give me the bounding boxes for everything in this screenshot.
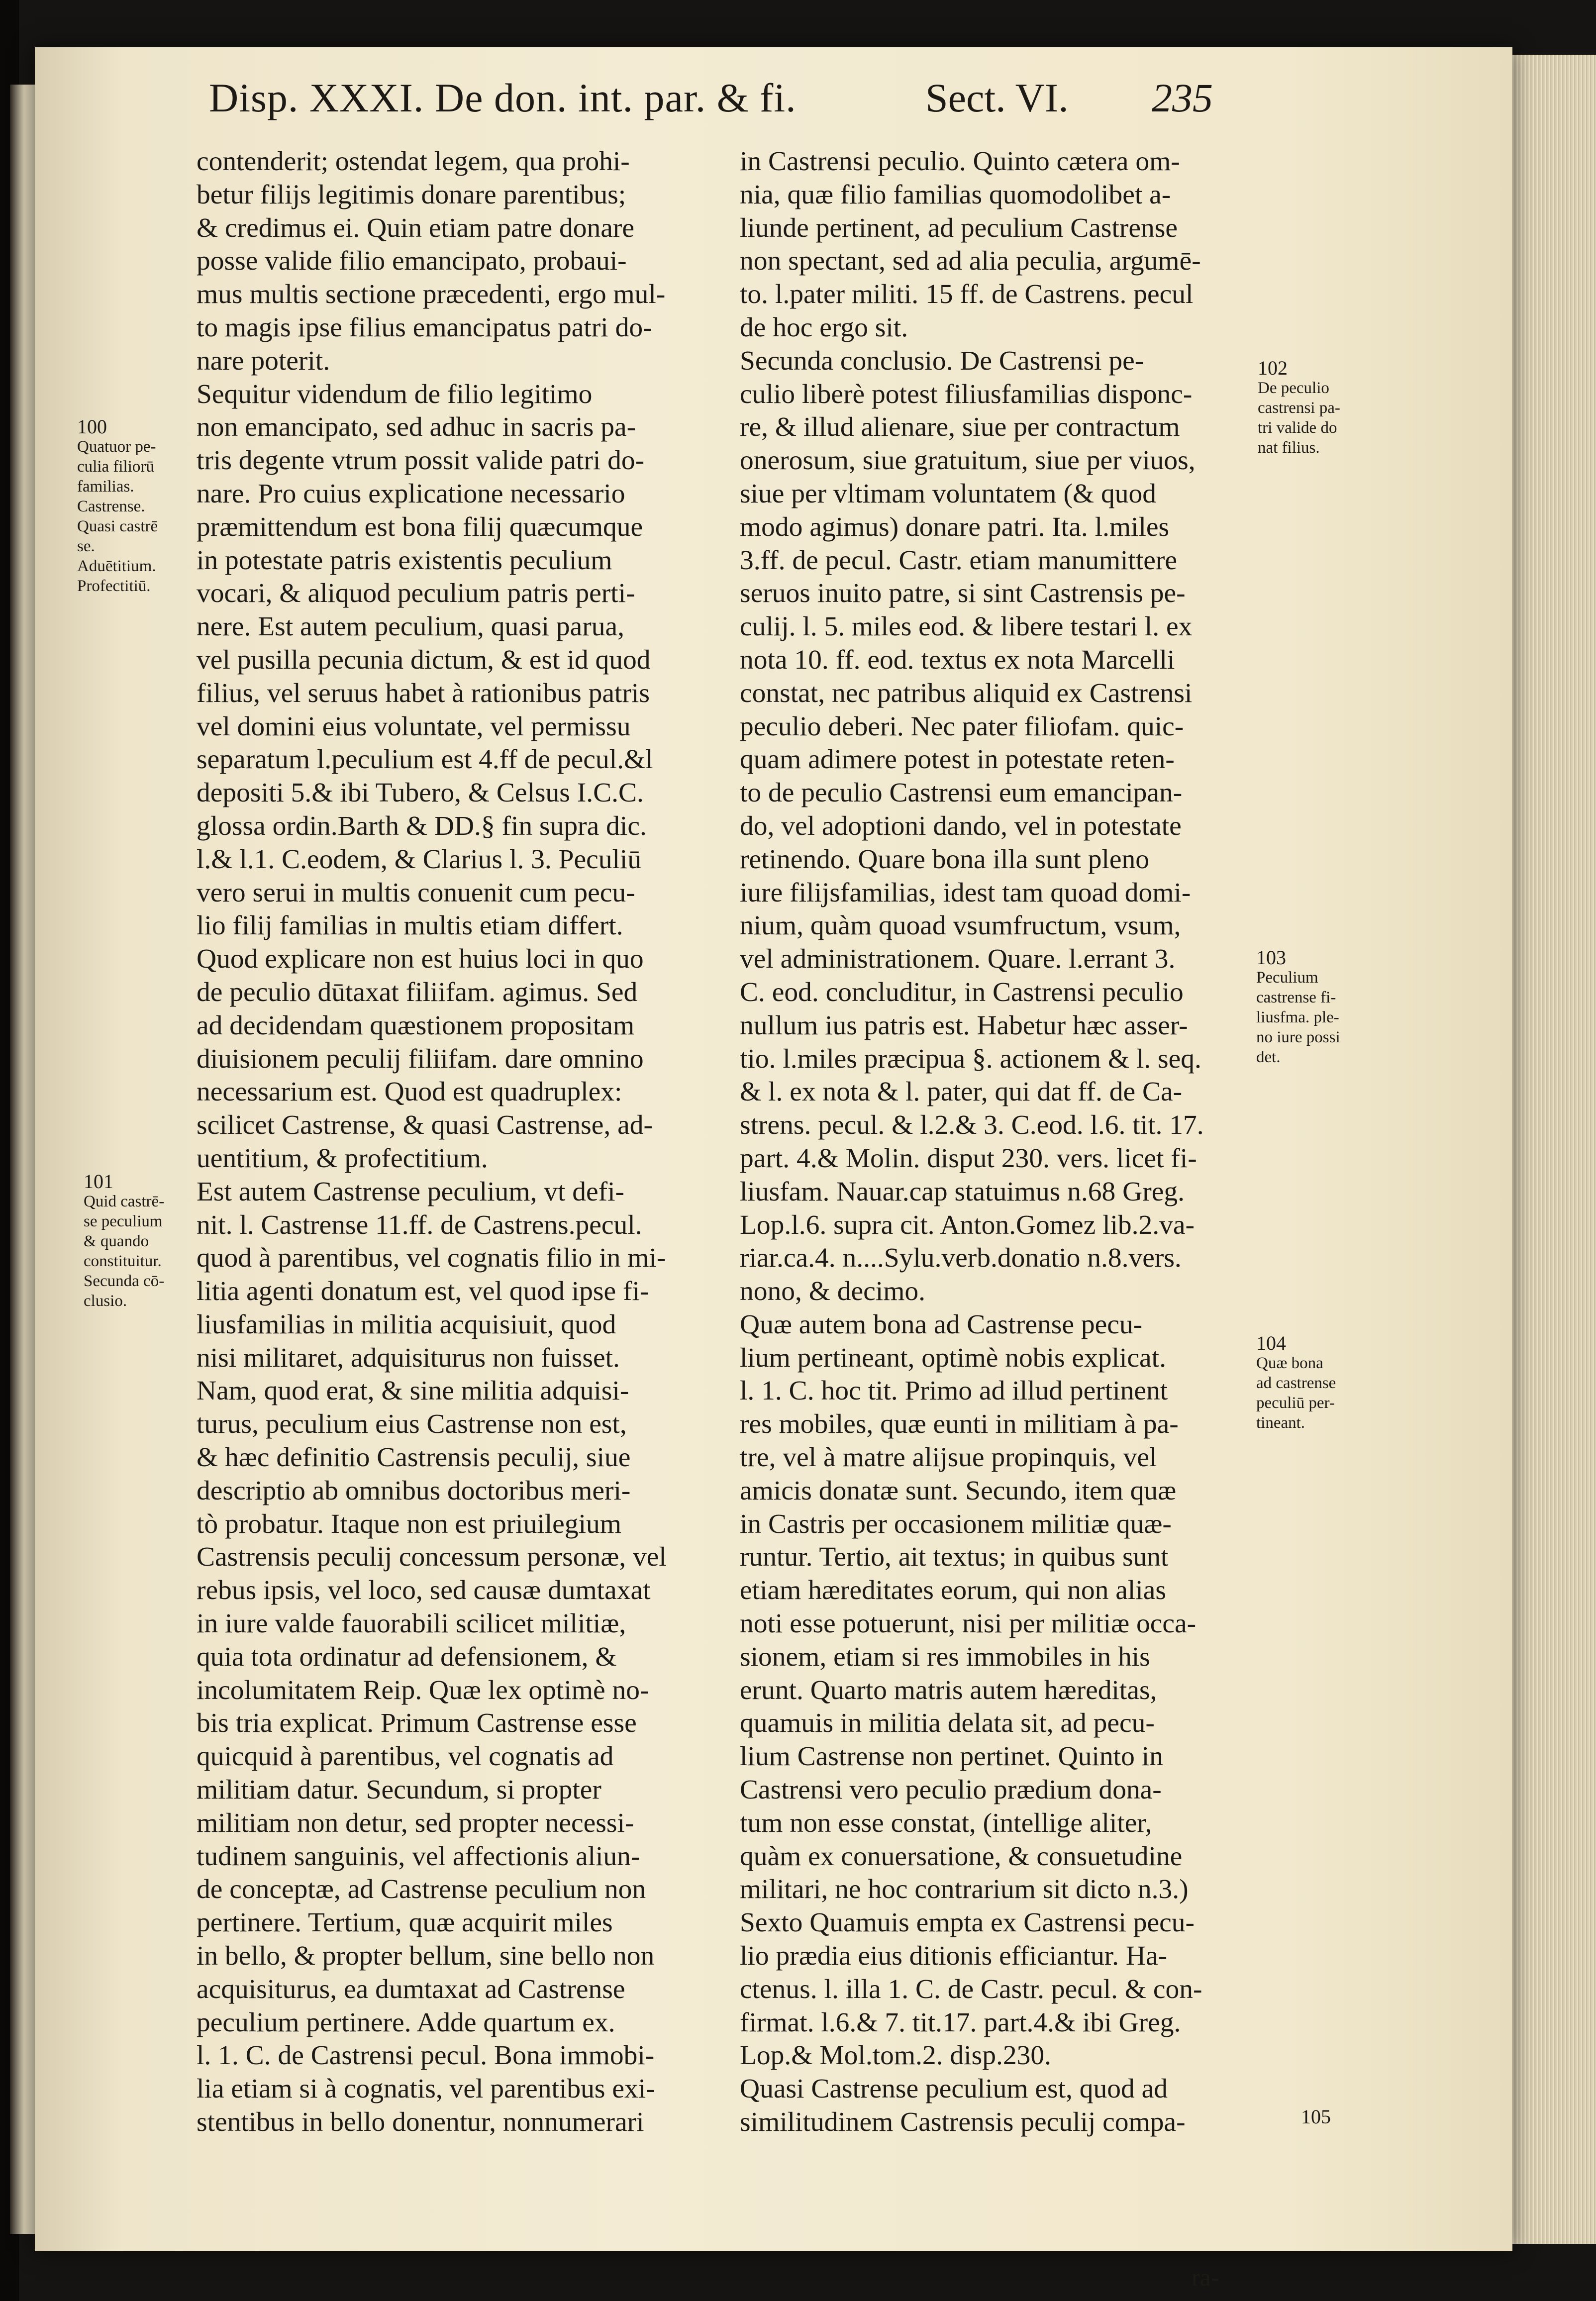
page-number: 235	[1152, 75, 1213, 120]
text-line: l. 1. C. de Castrensi pecul. Bona immobi-	[197, 2040, 655, 2071]
text-line: constat, nec patribus aliquid ex Castrensi	[740, 678, 1193, 708]
margin-note-line: tri valide do	[1258, 419, 1337, 437]
text-line: vel administrationem. Quare. l.errant 3.	[740, 944, 1176, 975]
text-line: etiam hæreditates eorum, qui non alias	[740, 1575, 1166, 1606]
text-line: Quæ autem bona ad Castrense pecu-	[740, 1309, 1143, 1340]
margin-note-105	[1301, 2107, 1331, 2127]
text-line: betur filijs legitimis donare parentibus;	[197, 179, 626, 210]
text-line: erunt. Quarto matris autem hæreditas,	[740, 1675, 1157, 1705]
margin-note-line: Castrense.	[77, 498, 145, 515]
text-line: res mobiles, quæ eunti in militiam à pa-	[740, 1409, 1179, 1440]
text-line: quicquid à parentibus, vel cognatis ad	[197, 1741, 614, 1772]
text-line: part. 4.& Molin. disput 230. vers. licet fi-	[740, 1143, 1197, 1174]
text-line: liunde pertinent, ad peculium Castrense	[740, 212, 1178, 243]
margin-note-line: Quasi castrē	[77, 517, 158, 535]
margin-note-line: castrense fi-	[1256, 989, 1336, 1006]
text-line: non emancipato, sed adhuc in sacris pa-	[197, 412, 636, 443]
margin-note-101	[84, 1172, 164, 1311]
text-line: mus multis sectione præcedenti, ergo mul-	[197, 279, 666, 310]
margin-note-line: Quæ bona	[1256, 1354, 1323, 1372]
margin-note-number: 101	[84, 1170, 113, 1193]
text-line: militiam non detur, sed propter necessi-	[197, 1807, 634, 1838]
text-line: vel domini eius voluntate, vel permissu	[197, 711, 631, 742]
margin-note-line: Peculium	[1256, 969, 1318, 987]
margin-note-line: Profectitiū.	[77, 577, 151, 595]
text-line: stentibus in bello donentur, nonnumerari	[197, 2107, 644, 2138]
margin-note-line: liusfma. ple-	[1256, 1008, 1339, 1026]
margin-note-line: tineant.	[1256, 1414, 1305, 1432]
margin-note-line: Aduētitium.	[77, 557, 156, 575]
margin-note-103	[1256, 948, 1340, 1067]
text-line: quia tota ordinatur ad defensionem, &	[197, 1641, 617, 1672]
text-line: in Castris per occasionem militiæ quæ-	[740, 1508, 1172, 1539]
text-line: nisi militaret, adquisiturus non fuisset.	[197, 1342, 620, 1373]
text-line: to. l.pater militi. 15 ff. de Castrens. pecul	[740, 279, 1194, 310]
text-line: separatum l.peculium est 4.ff de pecul.&l	[197, 744, 653, 775]
margin-note-number: 102	[1258, 357, 1288, 379]
running-title: Disp. XXXI. De don. int. par. & fi.	[209, 75, 797, 120]
text-line: & credimus ei. Quin etiam patre donare	[197, 212, 634, 243]
text-line: contenderit; ostendat legem, qua prohi-	[197, 146, 630, 177]
text-line: uentitium, & profectitium.	[197, 1143, 488, 1174]
text-line: nono, & decimo.	[740, 1276, 926, 1307]
text-line: Quod explicare non est huius loci in quo	[197, 944, 644, 975]
text-line: tris degente vtrum possit valide patri do-	[197, 445, 645, 476]
text-line: vocari, & aliquod peculium patris perti-	[197, 578, 635, 609]
text-line: noti esse potuerunt, nisi per militiæ occa-	[740, 1608, 1197, 1639]
text-line: pertinere. Tertium, quæ acquirit miles	[197, 1907, 613, 1938]
text-line: diuisionem peculij filiifam. dare omnino	[197, 1043, 644, 1074]
text-line: nia, quæ filio familias quomodolibet a-	[740, 179, 1171, 210]
right-text-column	[740, 145, 1257, 2139]
text-line: do, vel adoptioni dando, vel in potestate	[740, 810, 1182, 841]
margin-note-line: se peculium	[84, 1212, 163, 1230]
text-line: scilicet Castrense, & quasi Castrense, ad-	[197, 1110, 653, 1141]
text-line: nare. Pro cuius explicatione necessario	[197, 478, 625, 509]
left-text-column	[197, 145, 714, 2139]
text-line: descriptio ab omnibus doctoribus meri-	[197, 1475, 631, 1506]
text-line: de hoc ergo sit.	[740, 312, 908, 343]
text-line: nium, quàm quoad vsumfructum, vsum,	[740, 910, 1181, 941]
margin-note-line: & quando	[84, 1232, 149, 1250]
text-line: nota 10. ff. eod. textus ex nota Marcelli	[740, 644, 1175, 675]
text-line: in Castrensi peculio. Quinto cætera om-	[740, 146, 1180, 177]
text-line: C. eod. concluditur, in Castrensi peculio	[740, 977, 1184, 1007]
text-line: siue per vltimam voluntatem (& quod	[740, 478, 1156, 509]
text-line: culij. l. 5. miles eod. & libere testari l. ex	[740, 611, 1193, 642]
margin-note-line: peculiū per-	[1256, 1394, 1335, 1412]
margin-note-number: 104	[1256, 1332, 1286, 1354]
margin-note-line: constituitur.	[84, 1252, 162, 1270]
text-line: bis tria explicat. Primum Castrense esse	[197, 1708, 637, 1739]
text-line: riar.ca.4. n....Sylu.verb.donatio n.8.vers.	[740, 1243, 1182, 1274]
text-line: Sexto Quamuis empta ex Castrensi pecu-	[740, 1907, 1195, 1938]
text-line: posse valide filio emancipato, probaui-	[197, 246, 627, 277]
text-line: tre, vel à matre alijsue propinquis, vel	[740, 1442, 1157, 1473]
text-line: l. 1. C. hoc tit. Primo ad illud pertinent	[740, 1376, 1168, 1406]
margin-note-line: Secunda cō-	[84, 1272, 165, 1290]
text-line: nare poterit.	[197, 345, 330, 376]
text-line: Secunda conclusio. De Castrensi pe-	[740, 345, 1144, 376]
text-line: vel pusilla pecunia dictum, & est id quod	[197, 644, 651, 675]
margin-note-line: ad castrense	[1256, 1374, 1336, 1392]
text-line: l.& l.1. C.eodem, & Clarius l. 3. Peculiū	[197, 844, 642, 875]
text-line: quod à parentibus, vel cognatis filio in mi-	[197, 1243, 666, 1274]
text-line: filius, vel seruus habet à rationibus patris	[197, 678, 650, 708]
text-line: lium pertineant, optimè nobis explicat.	[740, 1342, 1166, 1373]
text-line: firmat. l.6.& 7. tit.17. part.4.& ibi Greg.	[740, 2007, 1181, 2038]
text-line: re, & illud alienare, siue per contractum	[740, 412, 1180, 443]
margin-note-line: se.	[77, 537, 95, 555]
text-line: vero serui in multis conuenit cum pecu-	[197, 877, 635, 908]
margin-note-number: 105	[1301, 2105, 1331, 2128]
text-line: culio liberè potest filiusfamilias disponc-	[740, 379, 1193, 409]
text-line: liusfam. Nauar.cap statuimus n.68 Greg.	[740, 1176, 1185, 1207]
text-line: Castrensi vero peculio prædium dona-	[740, 1775, 1162, 1805]
text-line: lia etiam si à cognatis, vel parentibus exi-	[197, 2074, 655, 2104]
text-line: in potestate patris existentis peculium	[197, 545, 612, 576]
text-line: amicis donatæ sunt. Secundo, item quæ	[740, 1475, 1177, 1506]
catchword: ra-	[1192, 2263, 1219, 2291]
text-line: seruos inuito patre, si sint Castrensis pe-	[740, 578, 1186, 609]
text-line: depositi 5.& ibi Tubero, & Celsus I.C.C.	[197, 778, 644, 808]
margin-note-100	[77, 417, 158, 596]
text-line: & hæc definitio Castrensis peculij, siue	[197, 1442, 631, 1473]
text-line: præmittendum est bona filij quæcumque	[197, 511, 643, 542]
page-block-edges	[1512, 55, 1596, 2244]
margin-note-line: castrensi pa-	[1258, 399, 1340, 417]
text-line: Est autem Castrense peculium, vt defi-	[197, 1176, 625, 1207]
text-line: tudinem sanguinis, vel affectionis aliun-	[197, 1841, 640, 1872]
text-line: nere. Est autem peculium, quasi parua,	[197, 611, 624, 642]
margin-note-line: nat filius.	[1258, 439, 1320, 457]
text-line: sionem, etiam si res immobiles in his	[740, 1641, 1150, 1672]
text-line: 3.ff. de pecul. Castr. etiam manumittere	[740, 545, 1178, 576]
text-line: de conceptæ, ad Castrense peculium non	[197, 1874, 646, 1905]
text-line: militari, ne hoc contrarium sit dicto n.3.)	[740, 1874, 1189, 1905]
text-line: militiam datur. Secundum, si propter	[197, 1775, 601, 1805]
text-line: in iure valde fauorabili scilicet militiæ,	[197, 1608, 626, 1639]
text-line: glossa ordin.Barth & DD.§ fin supra dic.	[197, 810, 647, 841]
margin-note-line: no iure possi	[1256, 1028, 1340, 1046]
margin-note-line: Quid castrē-	[84, 1193, 165, 1210]
text-line: iure filijsfamilias, idest tam quoad domi-	[740, 877, 1191, 908]
text-line: similitudinem Castrensis peculij compa-	[740, 2107, 1186, 2138]
text-line: runtur. Tertio, ait textus; in quibus sunt	[740, 1542, 1169, 1573]
margin-note-line: familias.	[77, 478, 134, 496]
margin-note-number: 100	[77, 415, 107, 438]
text-line: Quasi Castrense peculium est, quod ad	[740, 2074, 1168, 2104]
margin-note-104	[1256, 1333, 1336, 1433]
margin-note-line: Quatuor pe-	[77, 438, 156, 456]
text-line: tio. l.miles præcipua §. actionem & l. seq.	[740, 1043, 1201, 1074]
text-line: ctenus. l. illa 1. C. de Castr. pecul. & con-	[740, 1974, 1202, 2004]
text-line: Nam, quod erat, & sine militia adquisi-	[197, 1376, 629, 1406]
text-line: tò probatur. Itaque non est priuilegium	[197, 1508, 621, 1539]
margin-note-102	[1258, 358, 1340, 458]
margin-note-line: clusio.	[84, 1292, 127, 1310]
text-line: quàm ex conuersatione, & consuetudine	[740, 1841, 1183, 1872]
text-line: acquisiturus, ea dumtaxat ad Castrense	[197, 1974, 625, 2004]
text-line: peculio deberi. Nec pater filiofam. quic-	[740, 711, 1184, 742]
text-line: lio filij familias in multis etiam differt.	[197, 910, 623, 941]
margin-note-line: det.	[1256, 1048, 1281, 1066]
text-line: lium Castrense non pertinet. Quinto in	[740, 1741, 1163, 1772]
text-line: in bello, & propter bellum, sine bello non	[197, 1941, 655, 1972]
running-head	[209, 75, 1279, 139]
text-line: modo agimus) donare patri. Ita. l.miles	[740, 511, 1170, 542]
text-line: onerosum, siue gratuitum, siue per viuos,	[740, 445, 1196, 476]
text-line: ad decidendam quæstionem propositam	[197, 1010, 635, 1041]
text-line: turus, peculium eius Castrense non est,	[197, 1409, 627, 1440]
text-line: Castrensis peculij concessum personæ, vel	[197, 1542, 667, 1573]
text-line: to de peculio Castrensi eum emancipan-	[740, 778, 1183, 808]
text-line: strens. pecul. & l.2.& 3. C.eod. l.6. tit. 17.	[740, 1110, 1204, 1141]
text-line: necessarium est. Quod est quadruplex:	[197, 1077, 622, 1107]
text-line: Lop.& Mol.tom.2. disp.230.	[740, 2040, 1051, 2071]
text-line: nit. l. Castrense 11.ff. de Castrens.pecul.	[197, 1209, 642, 1240]
text-line: Sequitur videndum de filio legitimo	[197, 379, 593, 409]
text-line: lio prædia eius ditionis efficiantur. Ha-	[740, 1941, 1168, 1972]
text-line: Lop.l.6. supra cit. Anton.Gomez lib.2.va-	[740, 1209, 1195, 1240]
margin-note-line: De peculio	[1258, 379, 1329, 397]
text-line: incolumitatem Reip. Quæ lex optimè no-	[197, 1675, 649, 1705]
text-line: nullum ius patris est. Habetur hæc asser-	[740, 1010, 1188, 1041]
text-line: quamuis in militia delata sit, ad pecu-	[740, 1708, 1155, 1739]
text-line: rebus ipsis, vel loco, sed causæ dumtaxat	[197, 1575, 651, 1606]
margin-note-line: culia filiorū	[77, 458, 154, 476]
text-line: de peculio dūtaxat filiifam. agimus. Sed	[197, 977, 638, 1007]
text-line: tum non esse constat, (intellige aliter,	[740, 1807, 1152, 1838]
text-line: to magis ipse filius emancipatus patri do-	[197, 312, 652, 343]
text-line: & l. ex nota & l. pater, qui dat ff. de Ca-	[740, 1077, 1183, 1107]
text-line: non spectant, sed ad alia peculia, argumē-	[740, 246, 1201, 277]
text-line: liusfamilias in militia acquisiuit, quod	[197, 1309, 616, 1340]
running-section: Sect. VI.	[925, 75, 1069, 120]
text-line: litia agenti donatum est, vel quod ipse fi-	[197, 1276, 649, 1307]
margin-note-number: 103	[1256, 946, 1286, 969]
text-line: quam adimere potest in potestate reten-	[740, 744, 1175, 775]
text-line: peculium pertinere. Adde quartum ex.	[197, 2007, 615, 2038]
text-line: retinendo. Quare bona illa sunt pleno	[740, 844, 1150, 875]
